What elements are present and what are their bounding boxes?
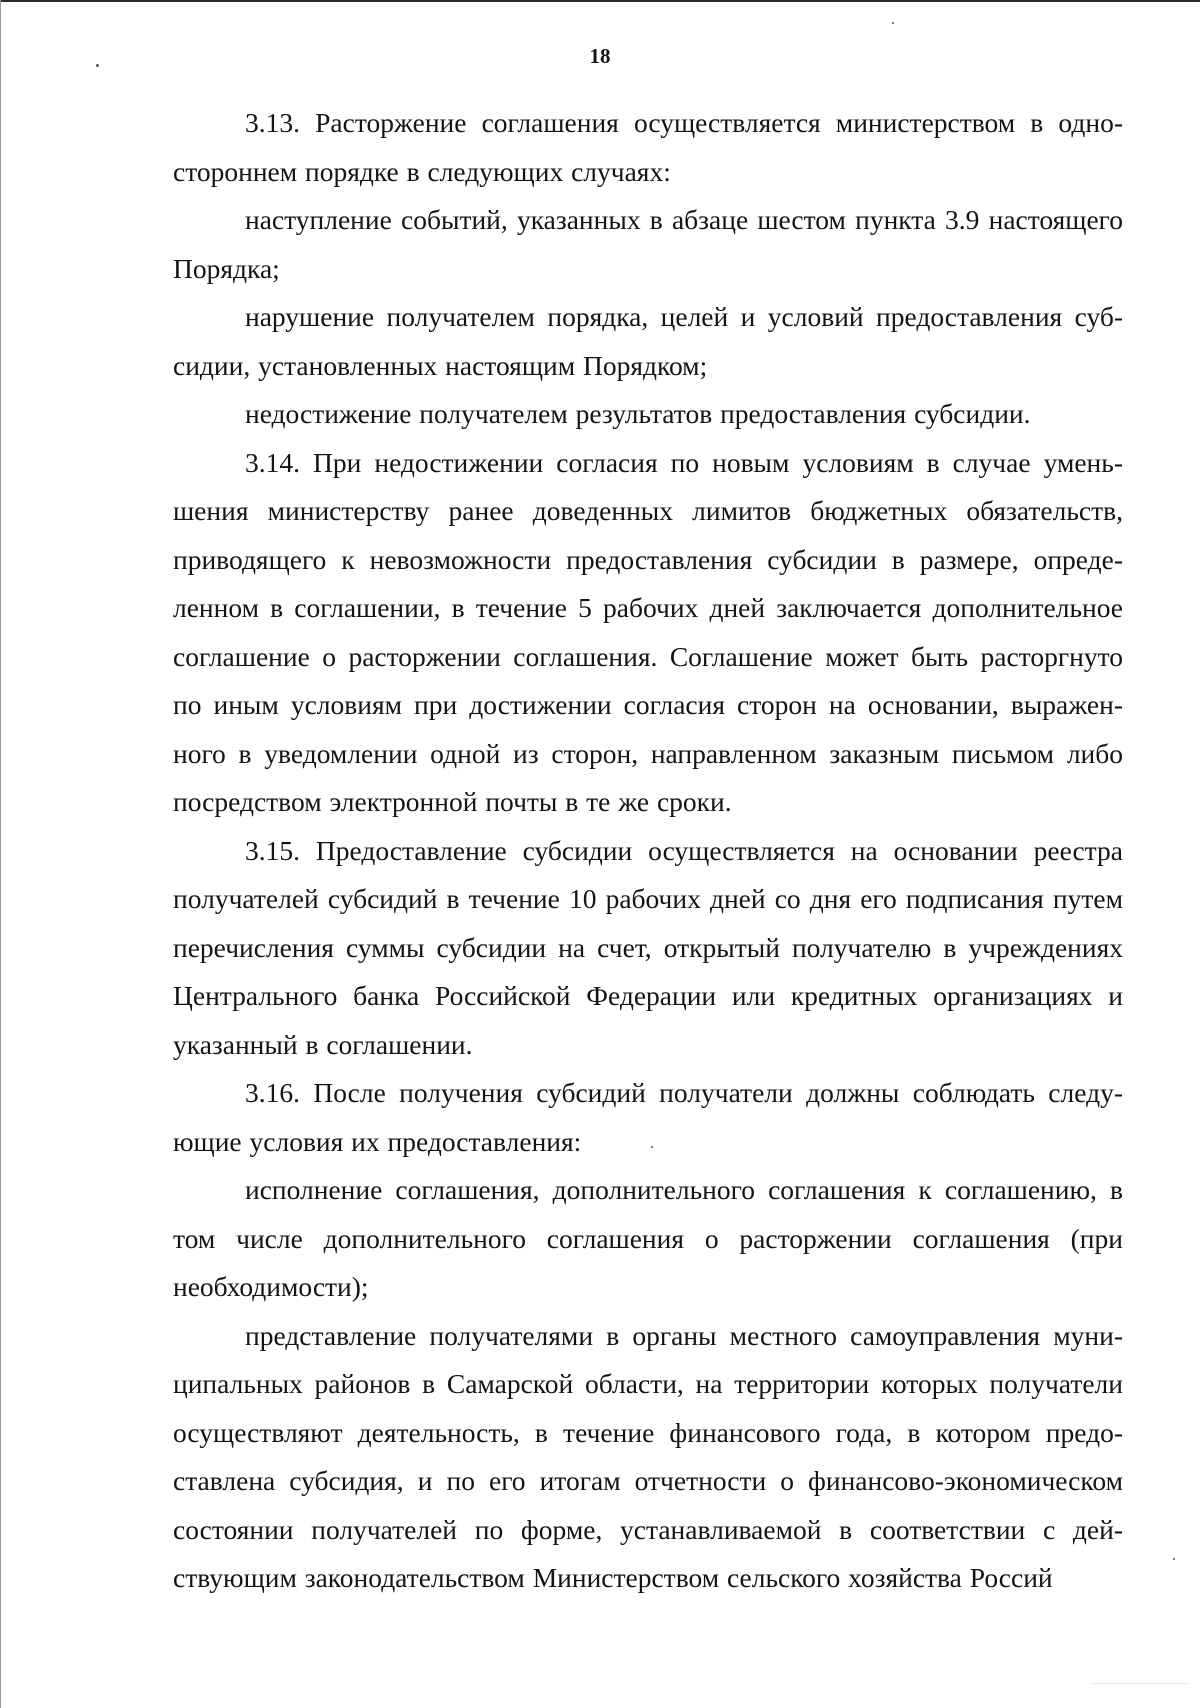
paragraph-case-results: недостижение получателем результатов предоставления субсидии. xyxy=(245,398,1031,429)
paragraph-3-16: 3.16. После получения субсидий получатели должны соблюдать следующие условия их предоставления: xyxy=(173,1077,1123,1157)
paragraph-condition-reporting: представление получателями в органы местного самоуправления муниципальных районов в Самарской области, на территории которых получатели осуществляют деятельность, в течение финансового года, в котором предоставлена субсидия, и по его итогам отчетности о финансово-экономическом состоянии получателей по форме, устанавливаемой в соответствии с действующим законодательством Министерством сельского хозяйства Россий xyxy=(173,1319,1123,1593)
scan-speck xyxy=(1173,1558,1175,1560)
paragraph-3-13: 3.13. Расторжение соглашения осуществляется министерством в одностороннем порядке в следующих случаях: xyxy=(173,107,1123,187)
paragraph-3-15: 3.15. Предоставление субсидии осуществляется на основании реестра получателей субсидий в течение 10 рабочих дней со дня его подписания путем перечисления суммы субсидии на счет, открытый получателю в учреждениях Центрального банка Российской Федерации или кредитных организациях и указанный в соглашении. xyxy=(173,834,1123,1060)
scan-border-top xyxy=(0,0,1200,2)
document-body xyxy=(173,99,1123,1603)
scan-border-left xyxy=(0,0,1,1708)
scan-speck xyxy=(96,64,99,67)
paragraph-3-14: 3.14. При недостижении согласия по новым условиям в случае уменьшения министерству ранее доведенных лимитов бюджетных обязательств, приводящего к невозможности предоставления субсидии в размере, определенном в соглашении, в течение 5 рабочих дней заключается дополнительное соглашение о расторжении соглашения. Соглашение может быть расторгнуто по иным условиям при достижении согласия сторон на основании, выраженного в уведомлении одной из сторон, направленном заказным письмом либо посредством электронной почты в те же сроки. xyxy=(173,446,1123,817)
scan-speck xyxy=(892,22,894,24)
scan-smudge xyxy=(1093,1683,1188,1700)
paragraph-condition-agreement: исполнение соглашения, дополнительного соглашения к соглашению, в том числе дополнительного соглашения о расторжении соглашения (при необходимости); xyxy=(173,1174,1123,1302)
scan-speck xyxy=(651,1146,653,1148)
page-number: 18 xyxy=(589,44,611,68)
paragraph-case-events: наступление событий, указанных в абзаце шестом пункта 3.9 настоящего Порядка; xyxy=(173,204,1123,284)
paragraph-case-violation: нарушение получателем порядка, целей и условий предоставления субсидии, установленных настоящим Порядком; xyxy=(173,301,1123,381)
